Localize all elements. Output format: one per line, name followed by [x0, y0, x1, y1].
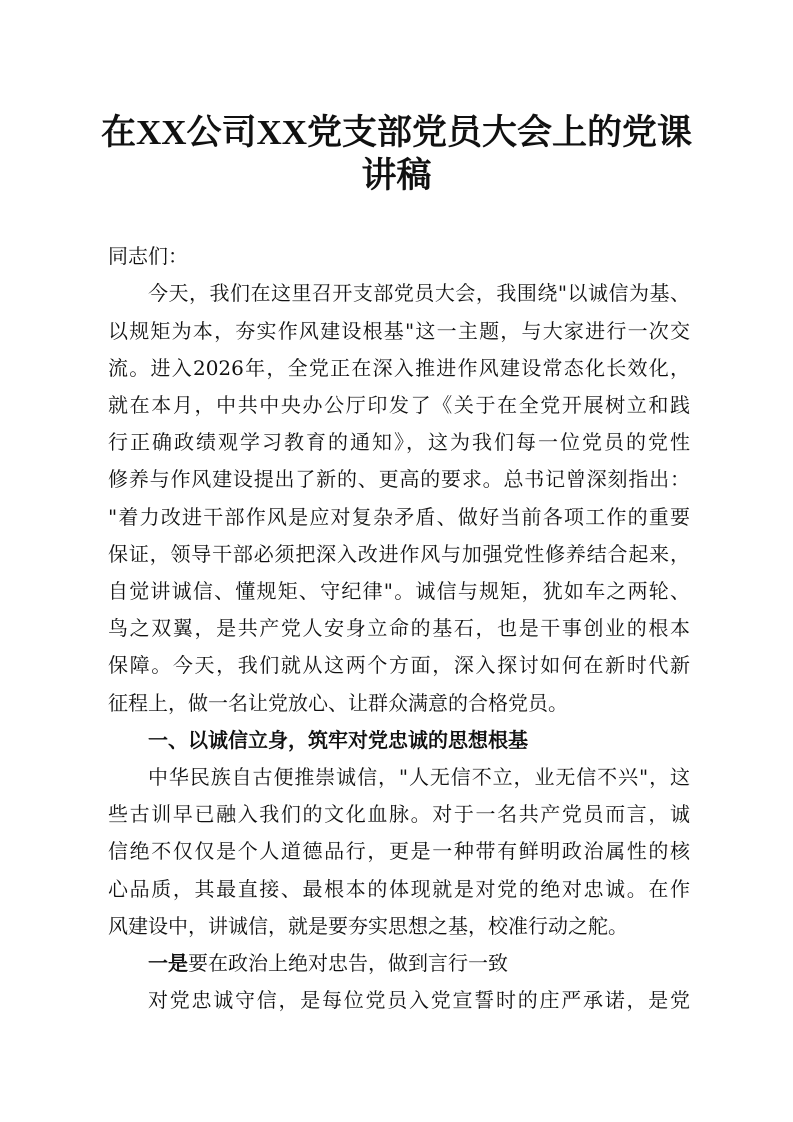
paragraph-line: 中华民族自古便推崇诚信，"人无信不立，业无信不兴"，这 — [148, 765, 690, 789]
doc-title-line1: 在XX公司XX党支部党员大会上的党课 — [100, 113, 693, 152]
paragraph-line: 流。进入2026年，全党正在深入推进作风建设常态化长效化， — [108, 356, 690, 380]
paragraph-line: 征程上，做一名让党放心、让群众满意的合格党员。 — [108, 691, 568, 715]
paragraph-line: 风建设中，讲诚信，就是要夯实思想之基，校准行动之舵。 — [108, 914, 628, 938]
paragraph-line: 保证，领导干部必须把深入改进作风与加强党性修养结合起来， — [108, 542, 690, 566]
greeting: 同志们： — [108, 244, 188, 268]
paragraph-line: 行正确政绩观学习教育的通知》，这为我们每一位党员的党性 — [108, 430, 690, 454]
sub-heading-lead: 一是 — [148, 951, 188, 975]
doc-title-line2: 讲稿 — [361, 156, 432, 195]
paragraph-line: 就在本月，中共中央办公厅印发了《关于在全党开展树立和践 — [108, 393, 690, 417]
paragraph-line: "着力改进干部作风是应对复杂矛盾、做好当前各项工作的重要 — [108, 505, 690, 529]
paragraph-line: 今天，我们在这里召开支部党员大会，我围绕"以诚信为基、 — [148, 281, 690, 305]
paragraph-line: 心品质，其最直接、最根本的体现就是对党的绝对忠诚。在作 — [108, 877, 690, 901]
paragraph-line: 鸟之双翼，是共产党人安身立命的基石，也是干事创业的根本 — [108, 616, 690, 640]
section-heading: 一、以诚信立身，筑牢对党忠诚的思想根基 — [148, 728, 528, 752]
paragraph-line: 些古训早已融入我们的文化血脉。对于一名共产党员而言，诚 — [108, 802, 690, 826]
paragraph-line: 自觉讲诚信、懂规矩、守纪律"。诚信与规矩，犹如车之两轮、 — [108, 579, 690, 603]
paragraph-line: 以规矩为本，夯实作风建设根基"这一主题，与大家进行一次交 — [108, 319, 690, 343]
paragraph-line: 修养与作风建设提出了新的、更高的要求。总书记曾深刻指出： — [108, 467, 690, 491]
paragraph-line: 保障。今天，我们就从这两个方面，深入探讨如何在新时代新 — [108, 653, 690, 677]
sub-heading — [148, 950, 690, 976]
paragraph-line: 对党忠诚守信，是每位党员入党宣誓时的庄严承诺，是党 — [148, 988, 690, 1012]
sub-heading-text: 要在政治上绝对忠告，做到言行一致 — [188, 951, 508, 975]
paragraph-line: 信绝不仅仅是个人道德品行，更是一种带有鲜明政治属性的核 — [108, 839, 690, 863]
